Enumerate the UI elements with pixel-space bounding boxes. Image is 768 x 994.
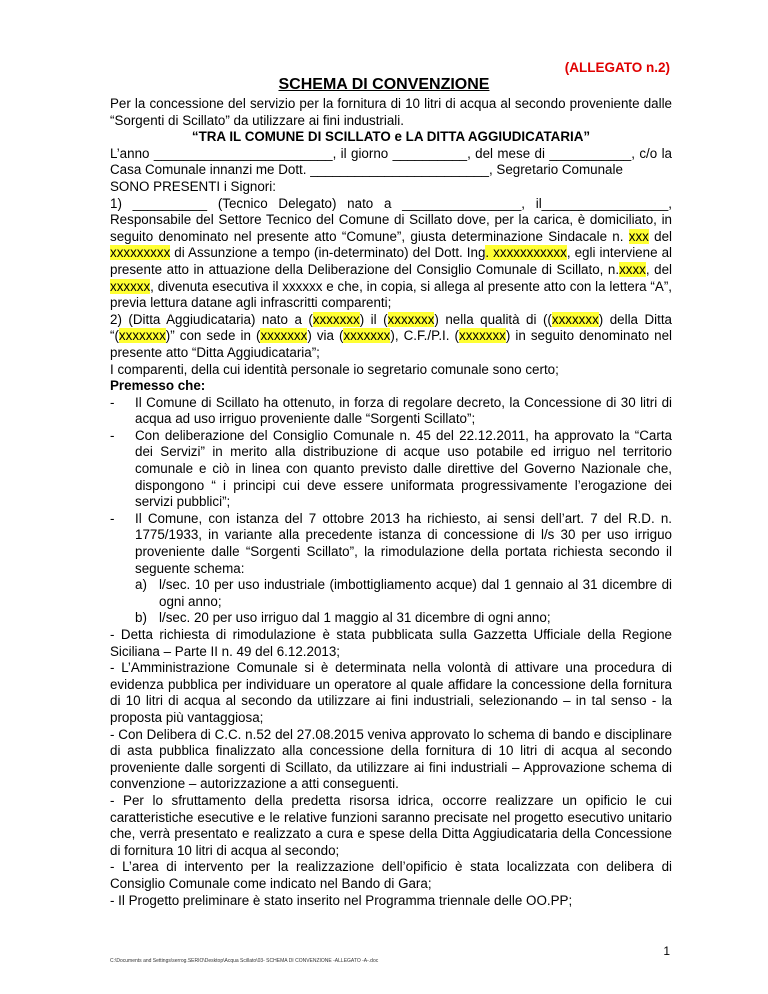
list-item bbox=[110, 395, 672, 428]
sub-list-item bbox=[110, 610, 672, 627]
party-2-text: 2) (Ditta Aggiudicataria) nato a ( bbox=[110, 311, 313, 327]
party-2-text: ) via ( bbox=[307, 328, 344, 344]
party-2-text: ), C.F./P.I. ( bbox=[390, 328, 459, 344]
party-1-text: di Assunzione a tempo (in-determinato) del Dott. Ing bbox=[170, 245, 486, 261]
sub-item-marker: a) bbox=[135, 577, 147, 593]
sub-item-marker: b) bbox=[135, 610, 147, 626]
sub-list-item bbox=[110, 577, 672, 610]
parties-heading: “TRA IL COMUNE DI SCILLATO e LA DITTA AGGIUDICATARIA” bbox=[191, 129, 591, 145]
highlight-placeholder: xxx bbox=[628, 228, 649, 244]
party-2-text: ) della Ditta “( bbox=[110, 311, 673, 344]
list-item bbox=[110, 428, 672, 511]
party-1-text: del bbox=[648, 228, 673, 244]
party-2-paragraph bbox=[110, 312, 672, 362]
highlight-placeholder: xxxxxxxxx bbox=[110, 245, 171, 261]
party-1-text: , del bbox=[645, 261, 672, 277]
highlight-placeholder: . xxxxxxxxxxx bbox=[485, 245, 567, 261]
footer-file-path: C:\Documents and Settings\serrog.SERIO\Desktop\Acqua Scillato\03- SCHEMA DI CONVENZIONE -ALLEGATO -A-.doc bbox=[110, 958, 379, 964]
highlight-placeholder: xxxxxxx bbox=[118, 328, 166, 344]
list-item bbox=[110, 511, 672, 577]
dash-bullet: - bbox=[110, 427, 115, 443]
highlight-placeholder: xxxx bbox=[619, 261, 646, 277]
premessa-paragraph: - Con Delibera di C.C. n.52 del 27.08.2015 veniva approvato lo schema di bando e disciplinare di asta pubblica finalizzato alla concessione della fornitura di 10 litri di acqua al secondo proveniente dalle sorgenti di Scillato, da utilizzare ai fini industriali – Approvazione schema di convenzione – autorizzazione a atti conseguenti. bbox=[110, 726, 672, 792]
page-number: 1 bbox=[663, 944, 670, 958]
list-item-text: Con deliberazione del Consiglio Comunale n. 45 del 22.12.2011, ha approvato la “Carta dei Servizi” in merito alla distribuzione di acque uso potabile ed irriguo nel territorio comunale e ciò in linea con quanto previsto dalle direttive del Governo Nazionale che, dispongono “ i principi cui deve essere uniformata progressivamente l’erogazione dei servizi pubblici”; bbox=[135, 427, 672, 510]
highlight-placeholder: xxxxxxx bbox=[459, 328, 506, 344]
document-body bbox=[110, 96, 672, 909]
document-title: SCHEMA DI CONVENZIONE bbox=[278, 76, 490, 93]
party-2-text: ) il ( bbox=[359, 311, 388, 327]
comparenti-line: I comparenti, della cui identità personale io segretario comunale sono certo; bbox=[110, 361, 559, 377]
premessa-paragraph: - L’area di intervento per la realizzazione dell’opificio è stata localizzata con delibera di Consiglio Comunale come indicato nel Bando di Gara; bbox=[110, 859, 672, 891]
premessa-paragraph: - L’Amministrazione Comunale si è determinata nella volontà di attivare una procedura di evidenza pubblica per individuare un operatore al quale affidare la concessione della fornitura di 10 litri di acqua al secondo da utilizzare ai fini industriali, selezionando – in tal senso - la proposta più vantaggiosa; bbox=[110, 660, 672, 725]
highlight-placeholder: xxxxxxx bbox=[343, 328, 391, 344]
dash-bullet: - bbox=[110, 394, 115, 410]
party-2-text: )” con sede in ( bbox=[165, 328, 261, 344]
premessa-paragraph: - Detta richiesta di rimodulazione è stata pubblicata sulla Gazzetta Ufficiale della Regione Siciliana – Parte II n. 49 del 6.12.2013; bbox=[110, 627, 672, 659]
highlight-placeholder: xxxxxxx bbox=[387, 311, 435, 327]
allegato-label: (ALLEGATO n.2) bbox=[564, 60, 670, 75]
party-1-paragraph bbox=[110, 196, 672, 312]
highlight-placeholder: xxxxxxx bbox=[551, 311, 599, 327]
list-item-text: Il Comune di Scillato ha ottenuto, in forza di regolare decreto, la Concessione di 30 litri di acqua ad uso irriguo proveniente dalle “Sorgenti Scillato”; bbox=[135, 394, 672, 427]
anno-paragraph: L’anno ________________________, il giorno __________, del mese di ___________, c/o la Casa Comunale innanzi me Dott. ________________________, Segretario Comunale bbox=[110, 145, 672, 178]
highlight-placeholder: xxxxxx bbox=[110, 278, 151, 294]
sub-item-text: l/sec. 20 per uso irriguo dal 1 maggio al 31 dicembre di ogni anno; bbox=[159, 610, 551, 626]
intro-paragraph: Per la concessione del servizio per la fornitura di 10 litri di acqua al secondo proveniente dalle “Sorgenti di Scillato” da utilizzare ai fini industriali. bbox=[110, 96, 672, 128]
highlight-placeholder: xxxxxxx bbox=[312, 311, 360, 327]
premessa-paragraph: - Per lo sfruttamento della predetta risorsa idrica, occorre realizzare un opificio le cui caratteristiche esecutive e le relative funzioni saranno precisate nel progetto esecutivo unitario che, verrà presentato e realizzato a cura e spese della Ditta Aggiudicataria della Concessione di fornitura 10 litri di acqua al secondo; bbox=[110, 792, 672, 858]
dash-bullet: - bbox=[110, 510, 115, 526]
party-1-text: , egli interviene al presente atto in attuazione della Deliberazione del Consiglio Comunale di Scillato, n. bbox=[110, 245, 672, 277]
party-2-text: ) in seguito denominato nel presente atto “Ditta Aggiudicataria”; bbox=[110, 328, 673, 360]
premesso-heading: Premesso che: bbox=[110, 378, 206, 394]
sub-item-text: l/sec. 10 per uso industriale (imbottigliamento acque) dal 1 gennaio al 31 dicembre di ogni anno; bbox=[159, 577, 672, 609]
party-2-text: ) nella qualità di (( bbox=[434, 311, 552, 327]
premessa-paragraph: - Il Progetto preliminare è stato inserito nel Programma triennale delle OO.PP; bbox=[110, 892, 573, 908]
party-1-text: , divenuta esecutiva il xxxxxx e che, in copia, si allega al presente atto con la lettera “A”, previa lettura datane agli infrascritti comparenti; bbox=[110, 278, 672, 311]
party-1-text: 1) __________ (Tecnico Delegato) nato a ________________, il_________________, Responsabile del Settore Tecnico del Comune di Scillato dove, per la carica, è domiciliato, in seguito denominato nel presente atto “Comune”, giusta determinazione Sindacale n. bbox=[110, 195, 672, 244]
presenti-line: SONO PRESENTI i Signori: bbox=[110, 178, 276, 194]
list-item-text: Il Comune, con istanza del 7 ottobre 2013 ha richiesto, ai sensi dell’art. 7 del R.D. n. 1775/1933, in variante alla precedente istanza di concessione di l/s 30 per uso irriguo proveniente dalle “Sorgenti Scillato”, la rimodulazione della portata richiesta secondo il seguente schema: bbox=[135, 510, 672, 576]
highlight-placeholder: xxxxxxx bbox=[260, 328, 308, 344]
